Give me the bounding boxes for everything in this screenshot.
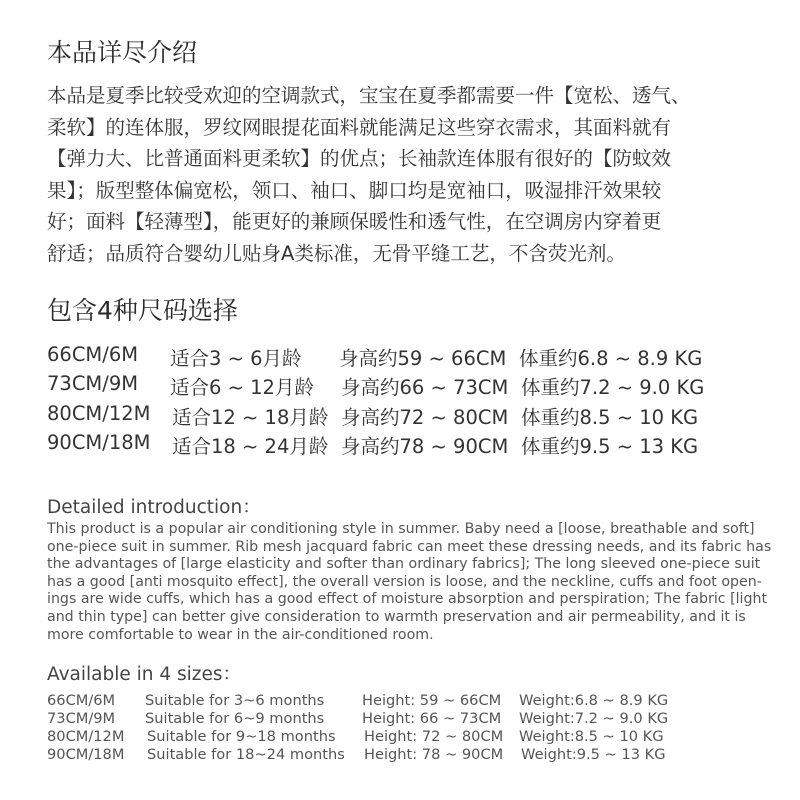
en-weight-cell: Weight:9.5 ~ 13 KG bbox=[521, 746, 666, 763]
zh-height-cell: 身高约78 ~ 90CM bbox=[341, 435, 509, 458]
zh-description-line: 舒适；品质符合婴幼儿贴身A类标准，无骨平缝工艺，不含荧光剂。 bbox=[47, 241, 626, 265]
zh-weight-cell: 体重约8.5 ~ 10 KG bbox=[521, 406, 699, 429]
zh-age-cell: 适合12 ~ 18月龄 bbox=[172, 406, 329, 429]
en-size-cell: 80CM/12M bbox=[47, 728, 125, 745]
en-height-cell: Height: 72 ~ 80CM bbox=[364, 728, 504, 745]
en-age-cell: Suitable for 6~9 months bbox=[145, 710, 325, 727]
en-sizes-title: Available in 4 sizes： bbox=[47, 664, 242, 685]
zh-weight-cell: 体重约7.2 ~ 9.0 KG bbox=[521, 376, 705, 399]
en-size-cell: 73CM/9M bbox=[47, 710, 116, 727]
zh-description bbox=[47, 80, 757, 269]
en-description bbox=[47, 521, 772, 644]
en-size-cell: 90CM/18M bbox=[47, 746, 125, 763]
en-description-line: This product is a popular air conditioning style in summer. Baby need a [loose, breathable and soft] bbox=[47, 521, 755, 537]
zh-height-cell: 身高约59 ~ 66CM bbox=[339, 347, 507, 370]
zh-section-title: 本品详尽介绍 bbox=[47, 38, 198, 67]
en-description-line: ings are wide cuffs, which has a good effect of moisture absorption and perspiration; The fabric [light bbox=[47, 591, 768, 608]
zh-height-cell: 身高约72 ~ 80CM bbox=[341, 406, 509, 429]
zh-weight-cell: 体重约6.8 ~ 8.9 KG bbox=[519, 347, 703, 370]
en-age-cell: Suitable for 9~18 months bbox=[147, 728, 336, 745]
zh-age-cell: 适合18 ~ 24月龄 bbox=[172, 435, 329, 458]
en-age-cell: Suitable for 3~6 months bbox=[145, 692, 325, 709]
en-weight-cell: Weight:8.5 ~ 10 KG bbox=[519, 728, 664, 745]
zh-weight-cell: 体重约9.5 ~ 13 KG bbox=[521, 435, 699, 458]
en-description-line: and thin type] can better give consideration to warmth preservation and air permeability, and it is bbox=[47, 608, 746, 625]
zh-description-line: 果】；版型整体偏宽松，领口、袖口、脚口均是宽袖口，吸湿排汗效果较 bbox=[47, 178, 662, 202]
en-height-cell: Height: 66 ~ 73CM bbox=[362, 710, 502, 727]
zh-size-cell: 73CM/9M bbox=[47, 372, 139, 395]
zh-description-line: 好；面料【轻薄型】，能更好的兼顾保暖性和透气性，在空调房内穿着更 bbox=[47, 210, 662, 233]
en-height-cell: Height: 78 ~ 90CM bbox=[364, 746, 504, 763]
en-weight-cell: Weight:6.8 ~ 8.9 KG bbox=[519, 692, 669, 709]
en-description-line: the advantages of [large elasticity and softer than ordinary fabrics]; The long sleeved one-piece suit bbox=[47, 556, 761, 573]
zh-size-cell: 80CM/12M bbox=[47, 402, 151, 425]
zh-age-cell: 适合6 ~ 12月龄 bbox=[170, 376, 314, 399]
en-section-title: Detailed introduction： bbox=[47, 497, 261, 518]
en-description-line: one-piece suit in summer. Rib mesh jacquard fabric can meet these dressing needs, and its fabric has bbox=[47, 538, 772, 555]
zh-sizes-title: 包含4种尺码选择 bbox=[47, 296, 238, 325]
en-size-cell: 66CM/6M bbox=[47, 692, 116, 709]
en-weight-cell: Weight:7.2 ~ 9.0 KG bbox=[519, 710, 669, 727]
zh-description-line: 柔软】的连体服，罗纹网眼提花面料就能满足这些穿衣需求，其面料就有 bbox=[47, 115, 672, 139]
zh-age-cell: 适合3 ~ 6月龄 bbox=[170, 347, 302, 370]
zh-size-cell: 90CM/18M bbox=[47, 431, 151, 454]
en-description-line: has a good [anti mosquito effect], the overall version is loose, and the neckline, cuffs and foot open- bbox=[47, 573, 762, 590]
en-description-line: more comfortable to wear in the air-conditioned room. bbox=[47, 626, 434, 643]
zh-description-line: 本品是夏季比较受欢迎的空调款式，宝宝在夏季都需要一件【宽松、透气、 bbox=[47, 84, 691, 107]
en-height-cell: Height: 59 ~ 66CM bbox=[362, 692, 502, 709]
zh-description-line: 【弹力大、比普通面料更柔软】的优点；长袖款连体服有很好的【防蚊效 bbox=[47, 147, 672, 170]
en-age-cell: Suitable for 18~24 months bbox=[147, 746, 345, 763]
zh-size-cell: 66CM/6M bbox=[47, 343, 139, 366]
zh-height-cell: 身高约66 ~ 73CM bbox=[341, 376, 509, 399]
